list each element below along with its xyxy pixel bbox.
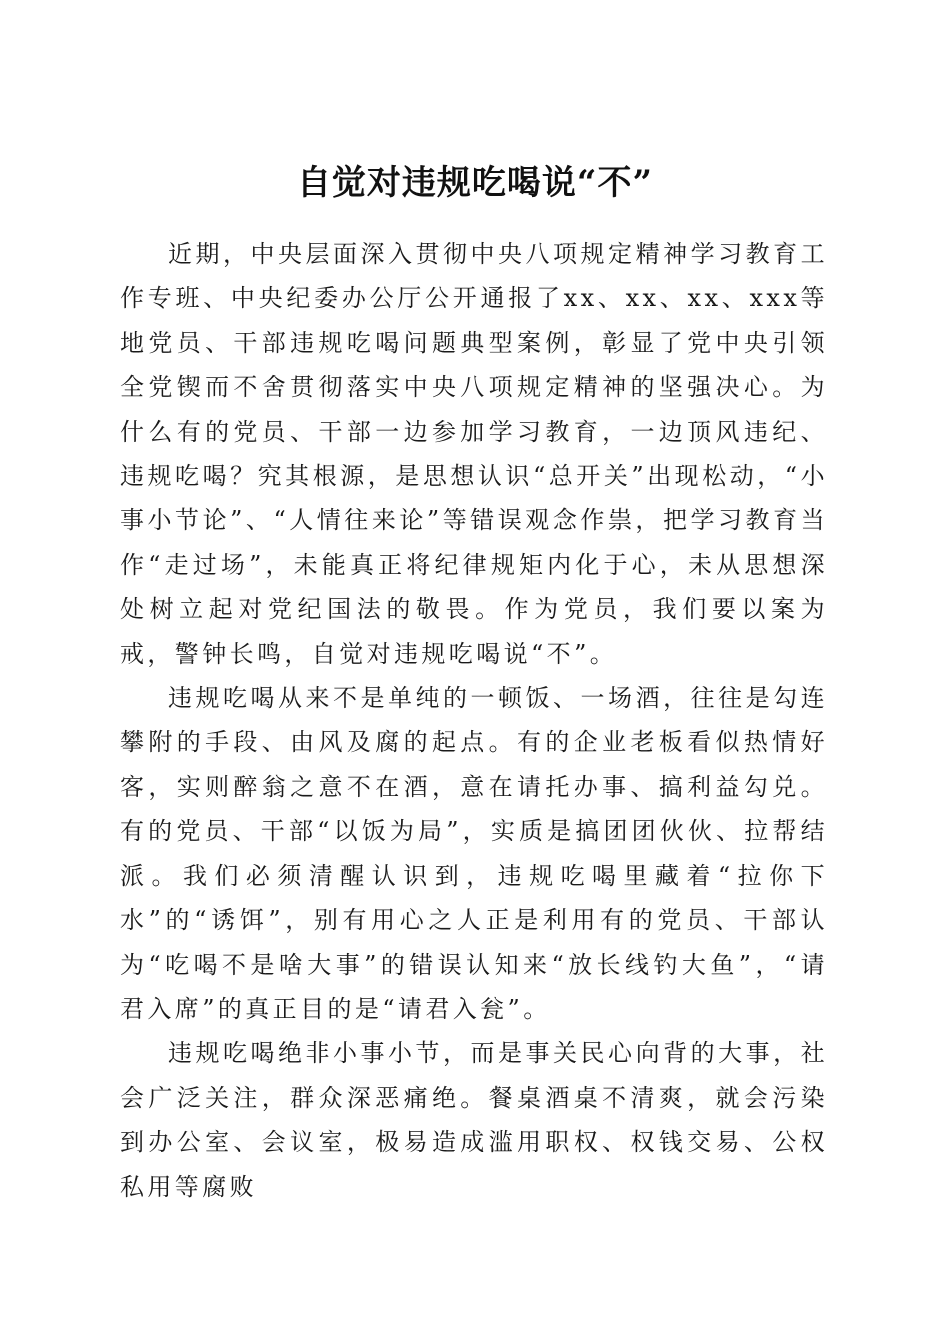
document-title: 自觉对违规吃喝说“不” xyxy=(296,162,654,203)
paragraph-3: 违规吃喝绝非小事小节，而是事关民心向背的大事，社会广泛关注，群众深恶痛绝。餐桌酒桌不清爽，就会污染到办公室、会议室，极易造成滥用职权、权钱交易、公权私用等腐败 xyxy=(120,1039,828,1201)
paragraph-2: 违规吃喝从来不是单纯的一顿饭、一场酒，往往是勾连攀附的手段、由风及腐的起点。有的企业老板看似热情好客，实则醉翁之意不在酒，意在请托办事、搞利益勾兑。有的党员、干部“以饭为局”，实质是搞团团伙伙、拉帮结派。我们必须清醒认识到，违规吃喝里藏着“拉你下水”的“诱饵”，别有用心之人正是利用有的党员、干部认为“吃喝不是啥大事”的错误认知来“放长线钓大鱼”，“请君入席”的真正目的是“请君入瓮”。 xyxy=(120,684,828,1023)
document-body xyxy=(120,232,828,1209)
paragraph-1: 近期，中央层面深入贯彻中央八项规定精神学习教育工作专班、中央纪委办公厅公开通报了xx、xx、xx、xxx等地党员、干部违规吃喝问题典型案例，彰显了党中央引领全党锲而不舍贯彻落实中央八项规定精神的坚强决心。为什么有的党员、干部一边参加学习教育，一边顶风违纪、违规吃喝？究其根源，是思想认识“总开关”出现松动，“小事小节论”、“人情往来论”等错误观念作祟，把学习教育当作“走过场”，未能真正将纪律规矩内化于心，未从思想深处树立起对党纪国法的敬畏。作为党员，我们要以案为戒，警钟长鸣，自觉对违规吃喝说“不”。 xyxy=(120,240,828,668)
